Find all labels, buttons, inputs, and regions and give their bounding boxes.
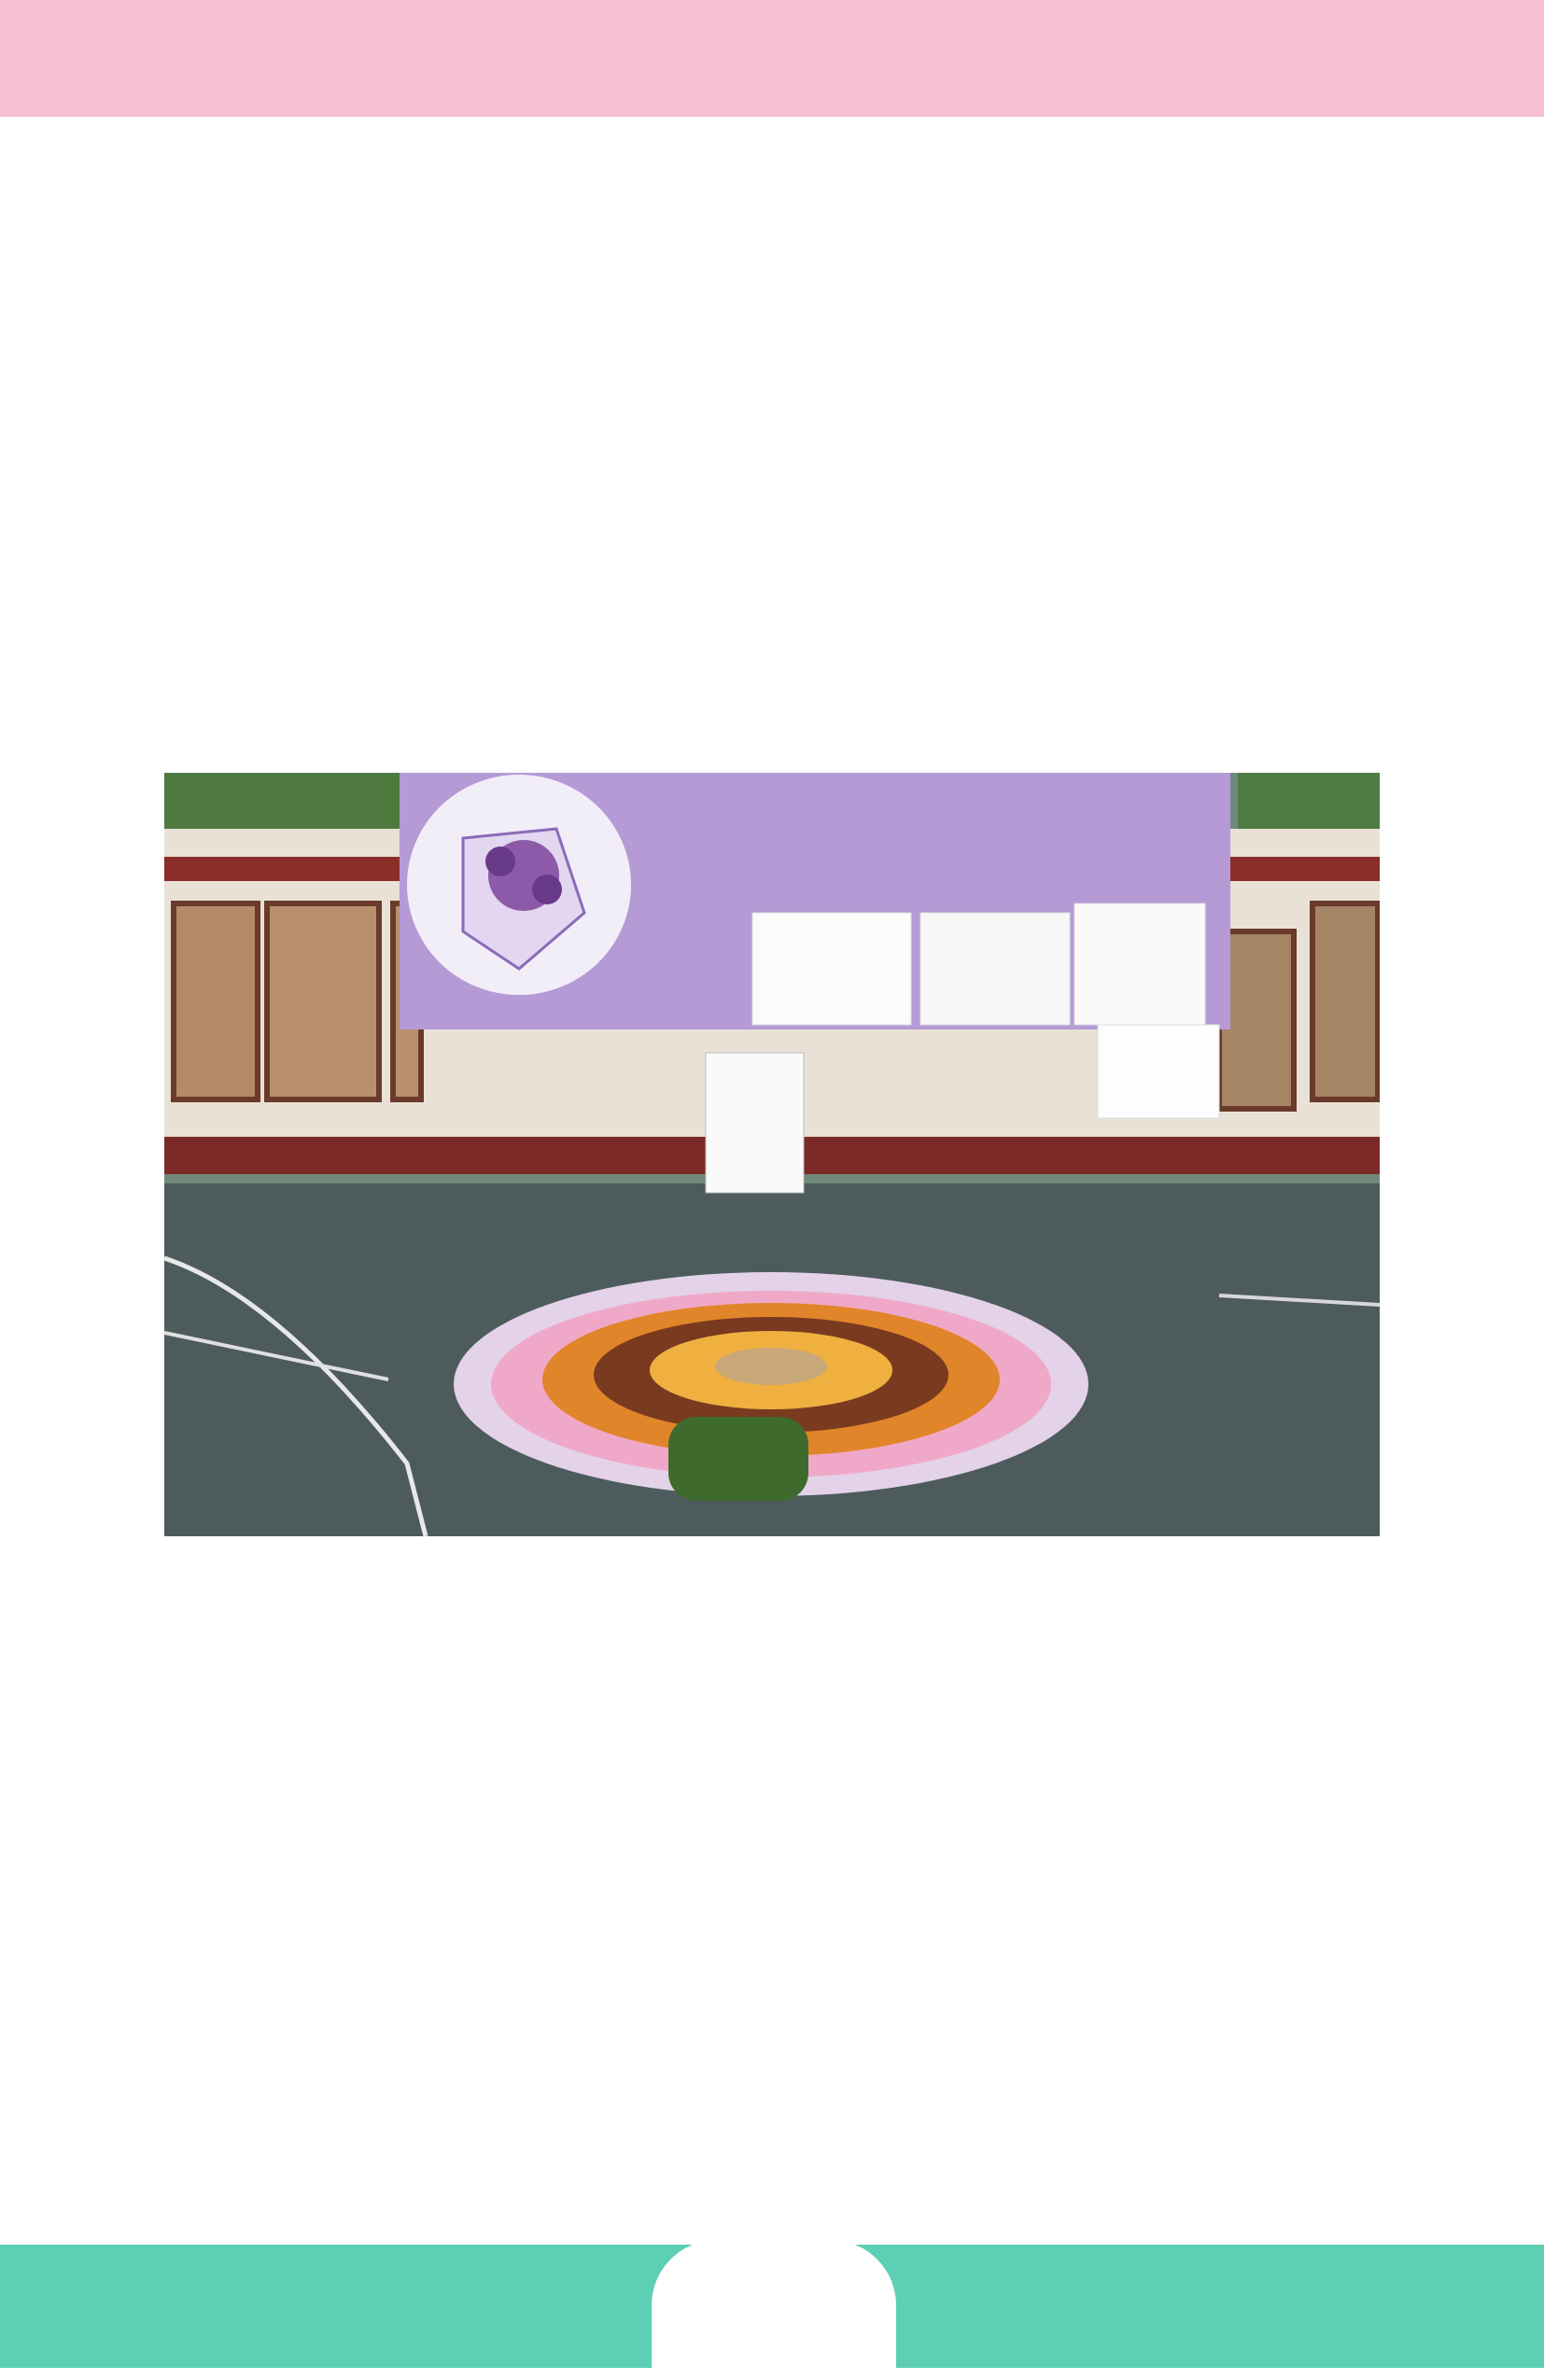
group-photo: [164, 773, 1380, 1536]
page-number-tab: [652, 2240, 896, 2380]
top-decorative-band: [0, 0, 1544, 117]
